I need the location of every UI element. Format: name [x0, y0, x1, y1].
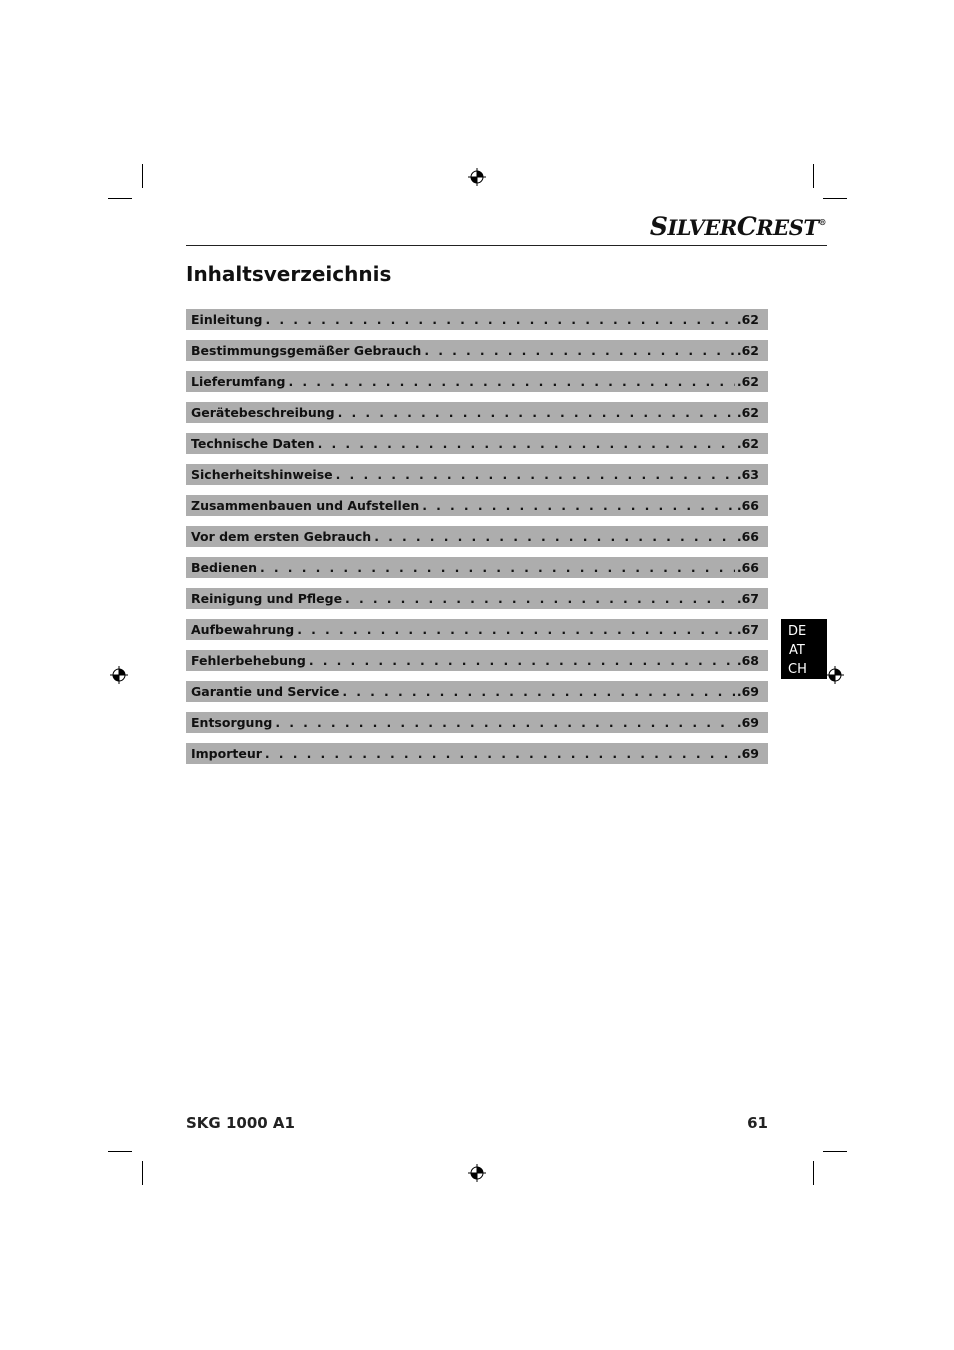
toc-entry-entsorgung[interactable]	[186, 712, 768, 733]
crop-mark	[813, 1161, 814, 1185]
toc-leader-dots	[266, 312, 735, 327]
toc-entry-zusammenbauen-und-aufstellen[interactable]	[186, 495, 768, 516]
toc-entry-page: .66	[736, 560, 759, 575]
toc-entry-einleitung[interactable]	[186, 309, 768, 330]
registration-mark-icon	[826, 666, 844, 684]
page-title: Inhaltsverzeichnis	[186, 262, 392, 286]
footer-model-number: SKG 1000 A1	[186, 1114, 295, 1132]
table-of-contents	[186, 309, 768, 774]
registration-mark-icon	[110, 666, 128, 684]
registration-mark-icon	[468, 168, 486, 186]
toc-entry-label: Bestimmungsgemäßer Gebrauch	[191, 343, 422, 358]
toc-entry-page: .66	[736, 498, 759, 513]
toc-leader-dots	[424, 343, 735, 358]
crop-mark	[142, 1161, 143, 1185]
toc-entry-page: .69	[736, 684, 759, 699]
toc-leader-dots	[318, 436, 735, 451]
toc-entry-page: .69	[736, 715, 759, 730]
toc-entry-page: .63	[736, 467, 759, 482]
toc-entry-page: .67	[736, 591, 759, 606]
footer-page-number: 61	[747, 1114, 768, 1132]
toc-entry-sicherheitshinweise[interactable]	[186, 464, 768, 485]
toc-leader-dots	[260, 560, 735, 575]
language-code-de: DE	[788, 624, 807, 639]
toc-leader-dots	[342, 684, 734, 699]
toc-entry-reinigung-und-pflege[interactable]	[186, 588, 768, 609]
toc-entry-page: .69	[736, 746, 759, 761]
toc-entry-page: .68	[736, 653, 759, 668]
toc-entry-bedienen[interactable]	[186, 557, 768, 578]
toc-entry-bestimmungsgemaesser-gebrauch[interactable]	[186, 340, 768, 361]
toc-entry-label: Einleitung	[191, 312, 263, 327]
toc-leader-dots	[345, 591, 735, 606]
toc-entry-aufbewahrung[interactable]	[186, 619, 768, 640]
toc-entry-page: .62	[736, 312, 759, 327]
crop-mark	[823, 1151, 847, 1152]
crop-mark	[108, 198, 132, 199]
toc-entry-lieferumfang[interactable]	[186, 371, 768, 392]
crop-mark	[108, 1151, 132, 1152]
toc-entry-label: Garantie und Service	[191, 684, 340, 699]
toc-entry-label: Zusammenbauen und Aufstellen	[191, 498, 420, 513]
toc-leader-dots	[309, 653, 735, 668]
toc-entry-label: Lieferumfang	[191, 374, 286, 389]
header-rule	[186, 245, 827, 246]
toc-entry-label: Gerätebeschreibung	[191, 405, 335, 420]
language-tab	[781, 619, 827, 679]
toc-entry-technische-daten[interactable]	[186, 433, 768, 454]
toc-entry-fehlerbehebung[interactable]	[186, 650, 768, 671]
toc-entry-label: Vor dem ersten Gebrauch	[191, 529, 372, 544]
toc-entry-geraetebeschreibung[interactable]	[186, 402, 768, 423]
toc-entry-label: Aufbewahrung	[191, 622, 295, 637]
toc-leader-dots	[288, 374, 734, 389]
crop-mark	[823, 198, 847, 199]
toc-entry-label: Importeur	[191, 746, 262, 761]
toc-leader-dots	[336, 467, 735, 482]
language-code-ch: CH	[788, 662, 807, 677]
toc-entry-importeur[interactable]	[186, 743, 768, 764]
toc-entry-page: .62	[736, 374, 759, 389]
toc-entry-page: .62	[736, 343, 759, 358]
toc-leader-dots	[422, 498, 735, 513]
toc-entry-page: .66	[736, 529, 759, 544]
toc-entry-page: .62	[736, 436, 759, 451]
toc-entry-label: Entsorgung	[191, 715, 273, 730]
toc-entry-label: Fehlerbehebung	[191, 653, 306, 668]
toc-entry-garantie-und-service[interactable]	[186, 681, 768, 702]
toc-leader-dots	[297, 622, 735, 637]
registration-mark-icon	[468, 1164, 486, 1182]
toc-entry-page: .62	[736, 405, 759, 420]
toc-leader-dots	[374, 529, 735, 544]
toc-entry-label: Technische Daten	[191, 436, 315, 451]
toc-entry-vor-dem-ersten-gebrauch[interactable]	[186, 526, 768, 547]
crop-mark	[813, 164, 814, 188]
language-code-at: AT	[789, 643, 805, 658]
crop-mark	[142, 164, 143, 188]
toc-entry-label: Sicherheitshinweise	[191, 467, 333, 482]
toc-leader-dots	[338, 405, 735, 420]
toc-leader-dots	[275, 715, 735, 730]
toc-entry-label: Bedienen	[191, 560, 257, 575]
toc-leader-dots	[265, 746, 735, 761]
toc-entry-label: Reinigung und Pflege	[191, 591, 343, 606]
toc-entry-page: .67	[736, 622, 759, 637]
brand-logo: SILVERCREST®	[649, 212, 826, 241]
